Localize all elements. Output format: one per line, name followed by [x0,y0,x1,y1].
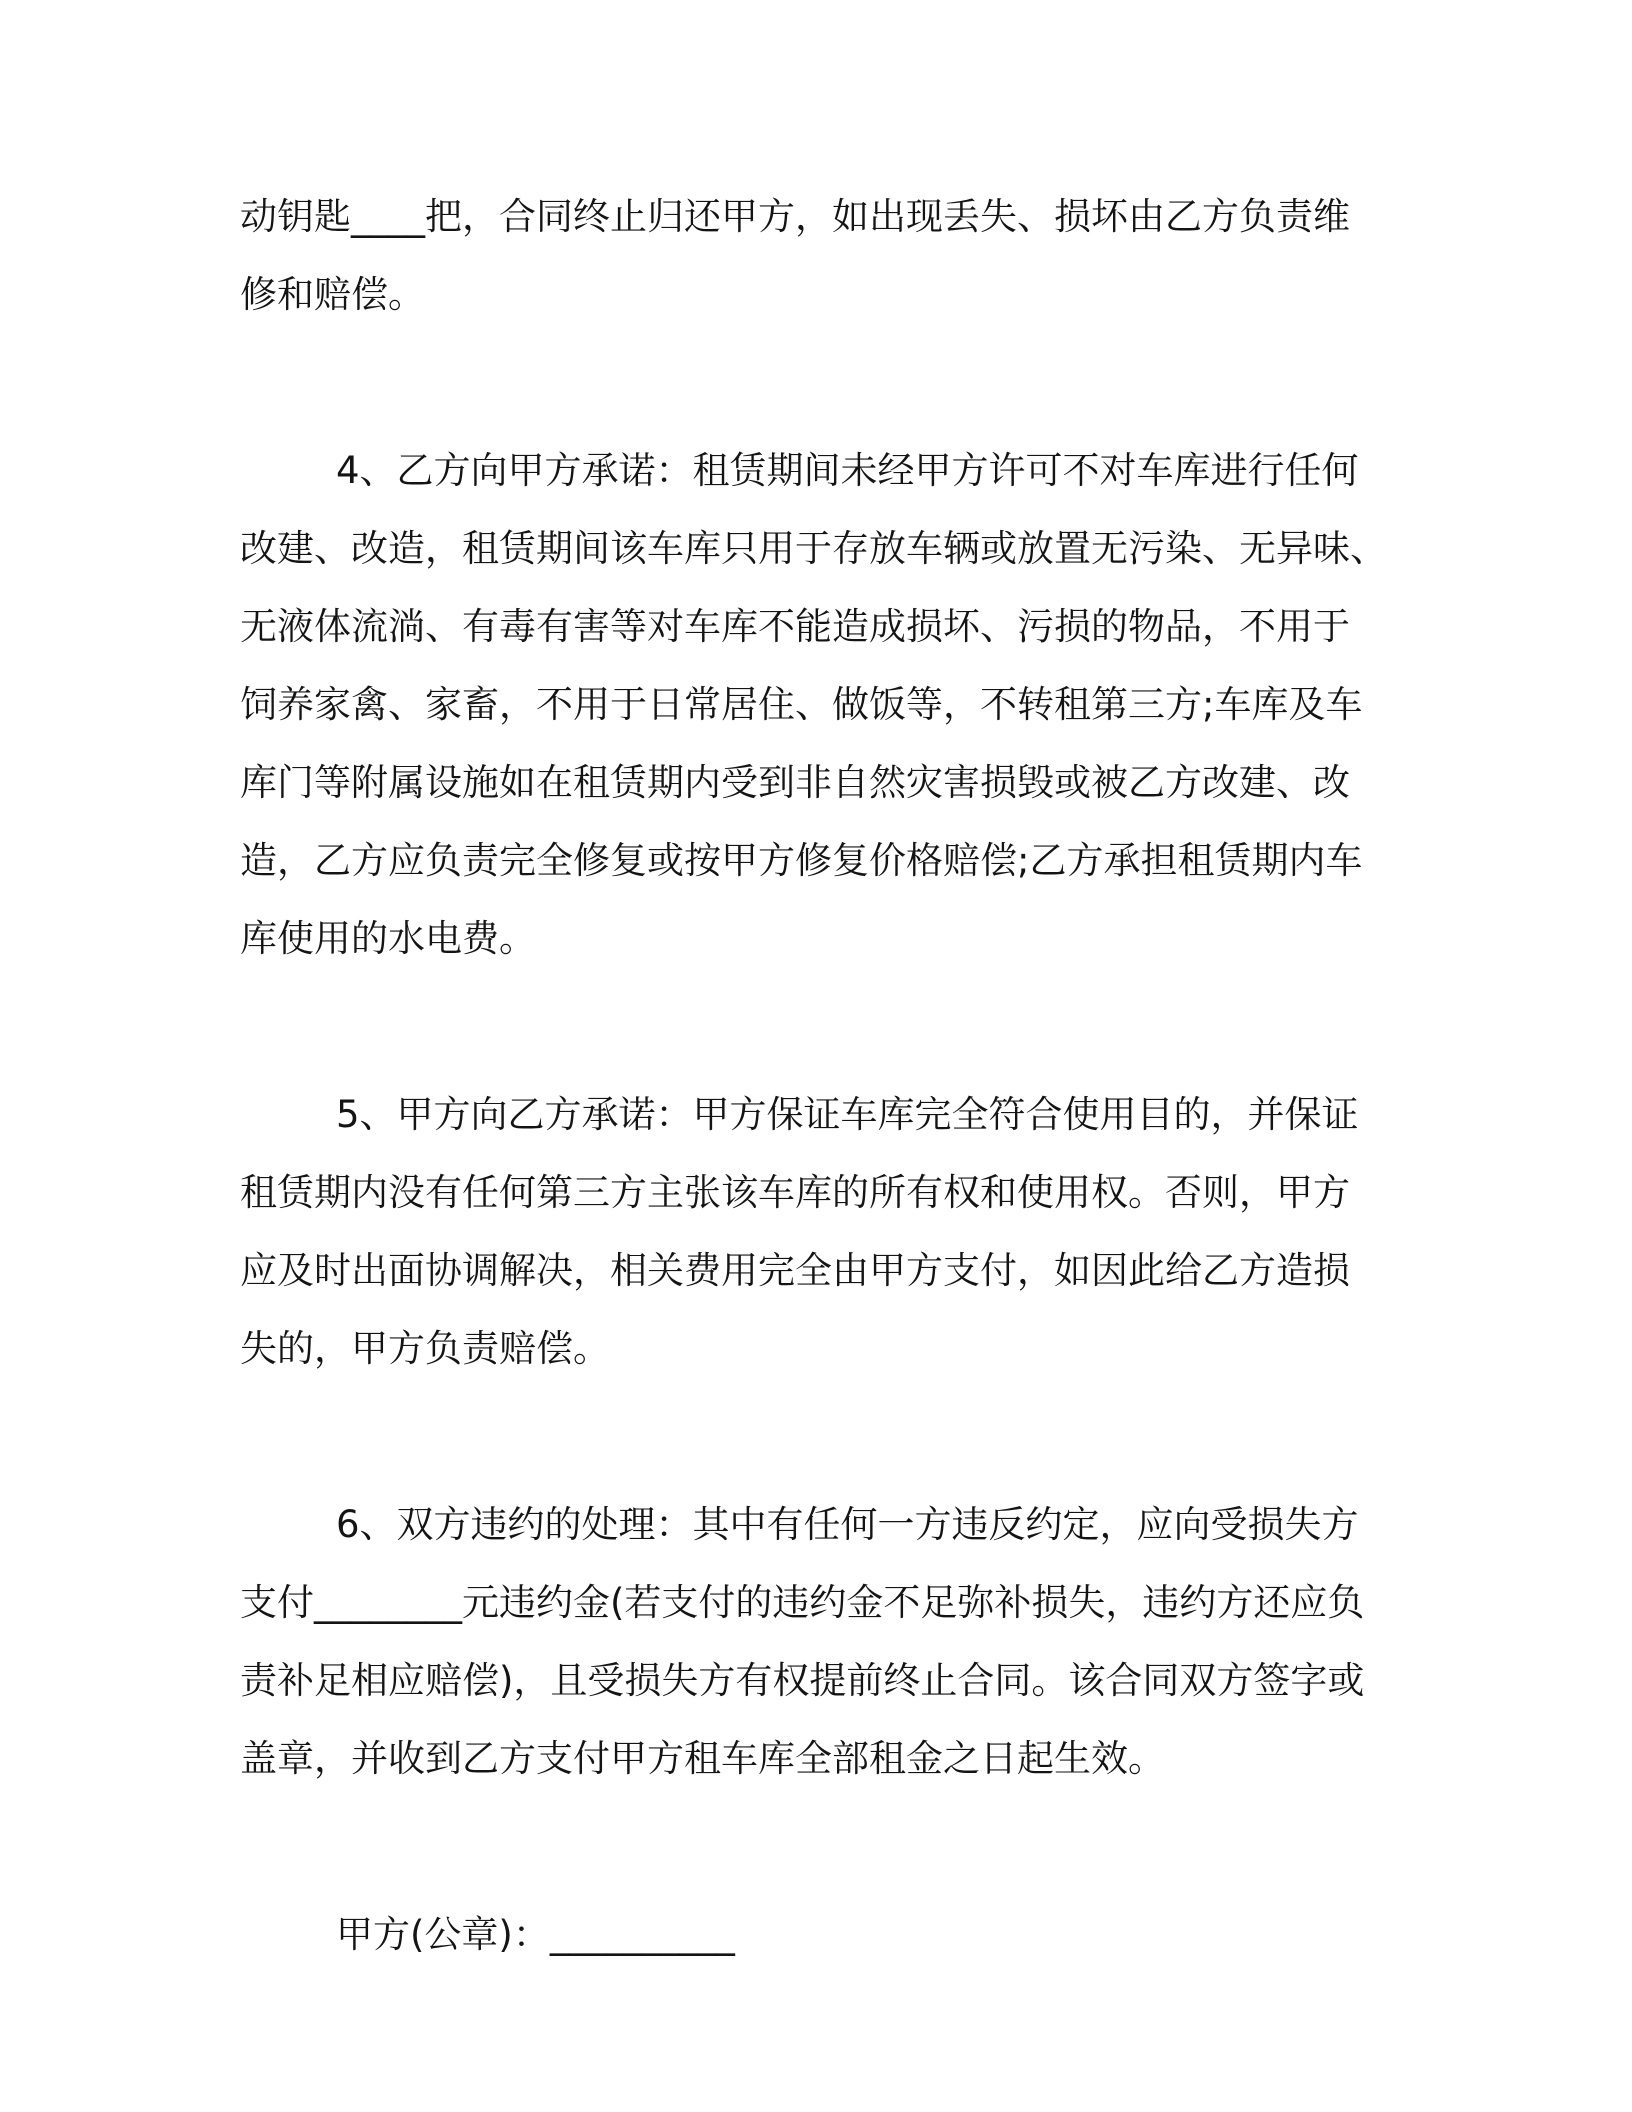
text-line: 支付________元违约金(若支付的违约金不足弥补损失，违约方还应负 [240,1581,1365,1624]
party-a-seal-line: 甲方(公章)：__________ [336,1913,735,1956]
clause-3-continuation [240,178,1364,334]
paragraph-gap [240,1798,1364,1896]
text-line: 饲养家禽、家畜，不用于日常居住、做饭等，不转租第三方;车库及车 [240,683,1363,726]
signature-block [240,1896,1364,1974]
paragraph-gap [240,334,1364,432]
paragraph-gap [240,1388,1364,1486]
clause-6 [240,1486,1364,1798]
paragraph-gap [240,978,1364,1076]
text-line: 6、双方违约的处理：其中有任何一方违反约定，应向受损失方 [336,1503,1359,1546]
text-line: 动钥匙____把，合同终止归还甲方，如出现丢失、损坏由乙方负责维 [240,195,1350,238]
text-line: 造，乙方应负责完全修复或按甲方修复价格赔偿;乙方承担租赁期内车 [240,839,1363,882]
text-line: 应及时出面协调解决，相关费用完全由甲方支付，如因此给乙方造损 [240,1249,1350,1292]
text-line: 库使用的水电费。 [240,917,536,960]
text-line: 失的，甲方负责赔偿。 [240,1327,610,1370]
text-line: 无液体流淌、有毒有害等对车库不能造成损坏、污损的物品，不用于 [240,605,1350,648]
text-line: 盖章，并收到乙方支付甲方租车库全部租金之日起生效。 [240,1737,1165,1780]
text-line: 库门等附属设施如在租赁期内受到非自然灾害损毁或被乙方改建、改 [240,761,1350,804]
text-line: 租赁期内没有任何第三方主张该车库的所有权和使用权。否则，甲方 [240,1171,1350,1214]
text-line: 责补足相应赔偿)，且受损失方有权提前终止合同。该合同双方签字或 [240,1659,1365,1702]
document-page [240,178,1387,1974]
text-line: 4、乙方向甲方承诺：租赁期间未经甲方许可不对车库进行任何 [336,449,1359,492]
text-line: 5、甲方向乙方承诺：甲方保证车库完全符合使用目的，并保证 [336,1093,1359,1136]
text-line: 修和赔偿。 [240,273,425,316]
text-line: 改建、改造，租赁期间该车库只用于存放车辆或放置无污染、无异味、 [240,527,1387,570]
clause-4 [240,432,1387,978]
clause-5 [240,1076,1364,1388]
